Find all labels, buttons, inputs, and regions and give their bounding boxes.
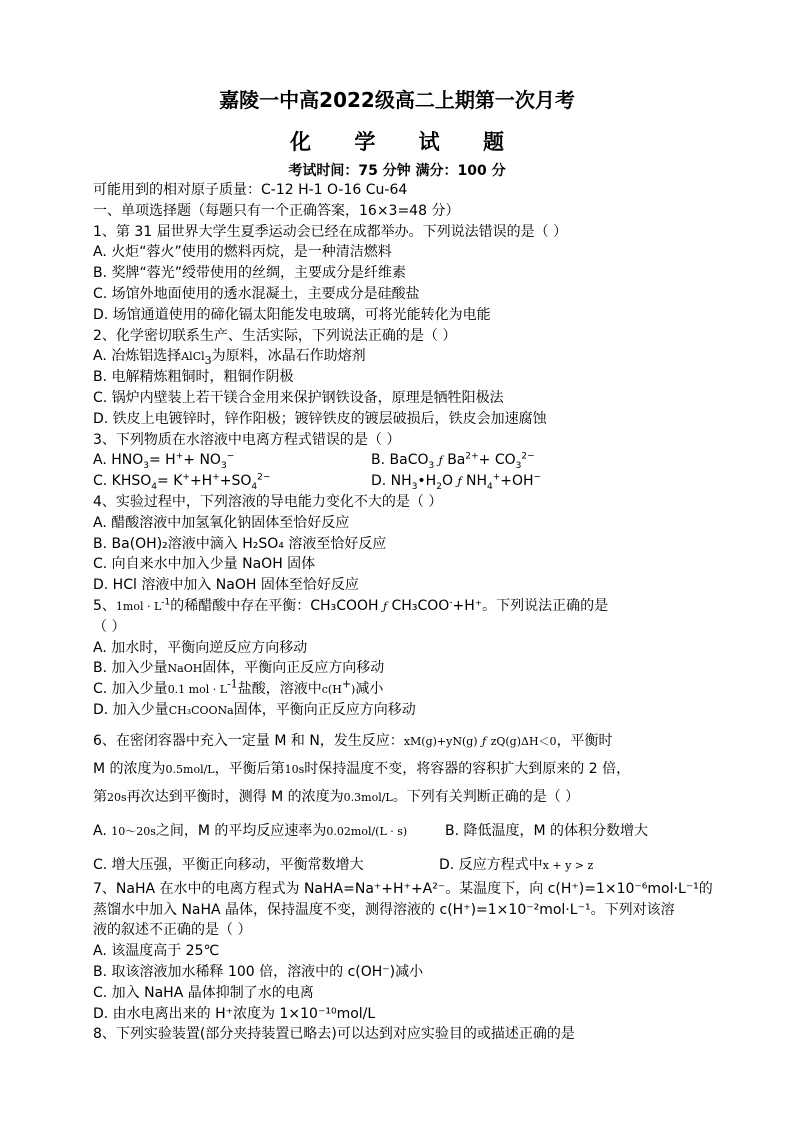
question-6-option-b: B. 降低温度，M 的体积分数增大: [445, 822, 649, 839]
question-4-option-d: D. HCl 溶液中加入 NaOH 固体至恰好反应: [93, 577, 359, 594]
question-6-options-cd: [93, 851, 733, 879]
question-5-stem: 5、$1mol \cdot L^{-1}$的稀醋酸中存在平衡：CH₃COOH ƒ CH₃COO-+H⁺。下列说法正确的是: [93, 597, 609, 614]
section-title: 一、单项选择题（每题只有一个正确答案，16×3=48 分）: [93, 202, 460, 219]
question-6-line-2: M 的浓度为0.5mol/L，平衡后第10s时保持温度不变，将容器的容积扩大到原来的 2 倍，: [93, 760, 631, 777]
question-6-option-a: A. 10～20s之间，M 的平均反应速率为0.02mol/(L · s): [93, 822, 408, 839]
question-3-stem: 3、下列物质在水溶液中电离方程式错误的是（ ）: [93, 431, 401, 448]
question-5-option-b: B. 加入少量NaOH固体，平衡向正反应方向移动: [93, 660, 385, 677]
question-3-option-d: D. $NH_3•H_2O$ ƒ $NH_4^++OH^-$: [371, 472, 542, 492]
question-4-option-a: A. 醋酸溶液中加氢氧化钠固体至恰好反应: [93, 514, 350, 531]
question-2-option-b: B. 电解精炼粗铜时，粗铜作阴极: [93, 369, 294, 386]
question-5-option-c: C. 加入少量0.1 mol · $L^{-1}$盐酸，溶液中c(H+)减小: [93, 677, 384, 698]
exam-body: [93, 180, 733, 1045]
atomic-masses: 可能用到的相对原子质量：C-12 H-1 O-16 Cu-64: [93, 182, 408, 198]
question-7-option-a: A. 该温度高于 25℃: [93, 943, 220, 960]
question-6-option-c: C. 增大压强，平衡正向移动，平衡常数增大: [93, 856, 364, 873]
question-1-stem: 1、第 31 届世界大学生夏季运动会已经在成都举办。下列说法错误的是（ ）: [93, 223, 568, 240]
question-7-line-1: 7、NaHA 在水中的电离方程式为 NaHA=Na⁺+H⁺+A²⁻。某温度下，向 c(H⁺)=1×10⁻⁶mol·L⁻¹的: [93, 880, 713, 897]
question-5-paren: （ ）: [93, 618, 126, 635]
question-6-option-d: D. 反应方程式中x + y > z: [439, 856, 594, 873]
question-4-option-c: C. 向自来水中加入少量 NaOH 固体: [93, 556, 316, 573]
question-3-option-b: B. BaCO$_3$ ƒ $Ba^{2+}+ CO_3^{2-}$: [371, 451, 535, 472]
question-3-options-cd: [93, 471, 733, 492]
question-3-option-c: C. $KHSO_4= K^++H^++SO_4^{2-}$: [93, 472, 271, 492]
question-6-line-1: 6、在密闭容器中充入一定量 M 和 N，发生反应：xM(g)+yN(g) ƒ zQ(g)ΔH＜0，平衡时: [93, 732, 613, 749]
question-5-option-d: D. 加入少量CH₃COONa固体，平衡向正反应方向移动: [93, 701, 416, 718]
question-4-stem: 4、实验过程中，下列溶液的导电能力变化不大的是（ ）: [93, 493, 443, 510]
question-5-option-a: A. 加水时，平衡向逆反应方向移动: [93, 639, 308, 656]
question-2-option-a: A. 冶炼铝选择AlCl$_3$为原料，冰晶石作助熔剂: [93, 348, 366, 368]
question-6-options-ab: [93, 817, 733, 845]
question-1-option-c: C. 场馆外地面使用的透水混凝土，主要成分是硅酸盐: [93, 285, 420, 302]
question-2-stem: 2、化学密切联系生产、生活实际，下列说法正确的是（ ）: [93, 327, 457, 344]
question-4-option-b: B. Ba(OH)₂溶液中滴入 H₂SO₄ 溶液至恰好反应: [93, 535, 387, 552]
question-7-option-c: C. 加入 NaHA 晶体抑制了水的电离: [93, 984, 314, 1001]
exam-title: 嘉陵一中高2022级高二上期第一次月考: [219, 88, 575, 112]
question-1-option-d: D. 场馆通道使用的碲化镉太阳能发电玻璃，可将光能转化为电能: [93, 306, 491, 323]
question-2-option-c: C. 锅炉内壁装上若干镁合金用来保护钢铁设备，原理是牺牲阳极法: [93, 389, 504, 406]
question-7-line-3: 液的叙述不正确的是（ ）: [93, 922, 252, 939]
question-1-option-b: B. 奖牌“蓉光”绶带使用的丝绸，主要成分是纤维素: [93, 265, 407, 282]
question-3-option-a: A. $HNO_3= H^++ NO_3^-$: [93, 451, 235, 472]
question-7-option-b: B. 取该溶液加水稀释 100 倍，溶液中的 c(OH⁻)减小: [93, 963, 424, 980]
question-2-option-d: D. 铁皮上电镀锌时，锌作阳极；镀锌铁皮的镀层破损后，铁皮会加速腐蚀: [93, 410, 547, 427]
question-8-stem: 8、下列实验装置(部分夹持装置已略去)可以达到对应实验目的或描述正确的是: [93, 1026, 575, 1043]
question-1-option-a: A. 火炬“蓉火”使用的燃料丙烷，是一种清洁燃料: [93, 244, 392, 261]
question-7-line-2: 蒸馏水中加入 NaHA 晶体，保持温度不变，测得溶液的 c(H⁺)=1×10⁻²mol·L⁻¹。下列对该溶: [93, 901, 675, 918]
question-3-options-ab: [93, 450, 733, 471]
question-6-line-3: 第20s再次达到平衡时，测得 M 的浓度为0.3mol/L。下列有关判断正确的是（ ）: [93, 788, 580, 805]
exam-info: 考试时间：75 分钟 满分：100 分: [288, 163, 506, 179]
question-7-option-d: D. 由水电离出来的 H⁺浓度为 1×10⁻¹⁰mol/L: [93, 1005, 376, 1022]
subject-title: 化 学 试 题: [290, 130, 522, 154]
